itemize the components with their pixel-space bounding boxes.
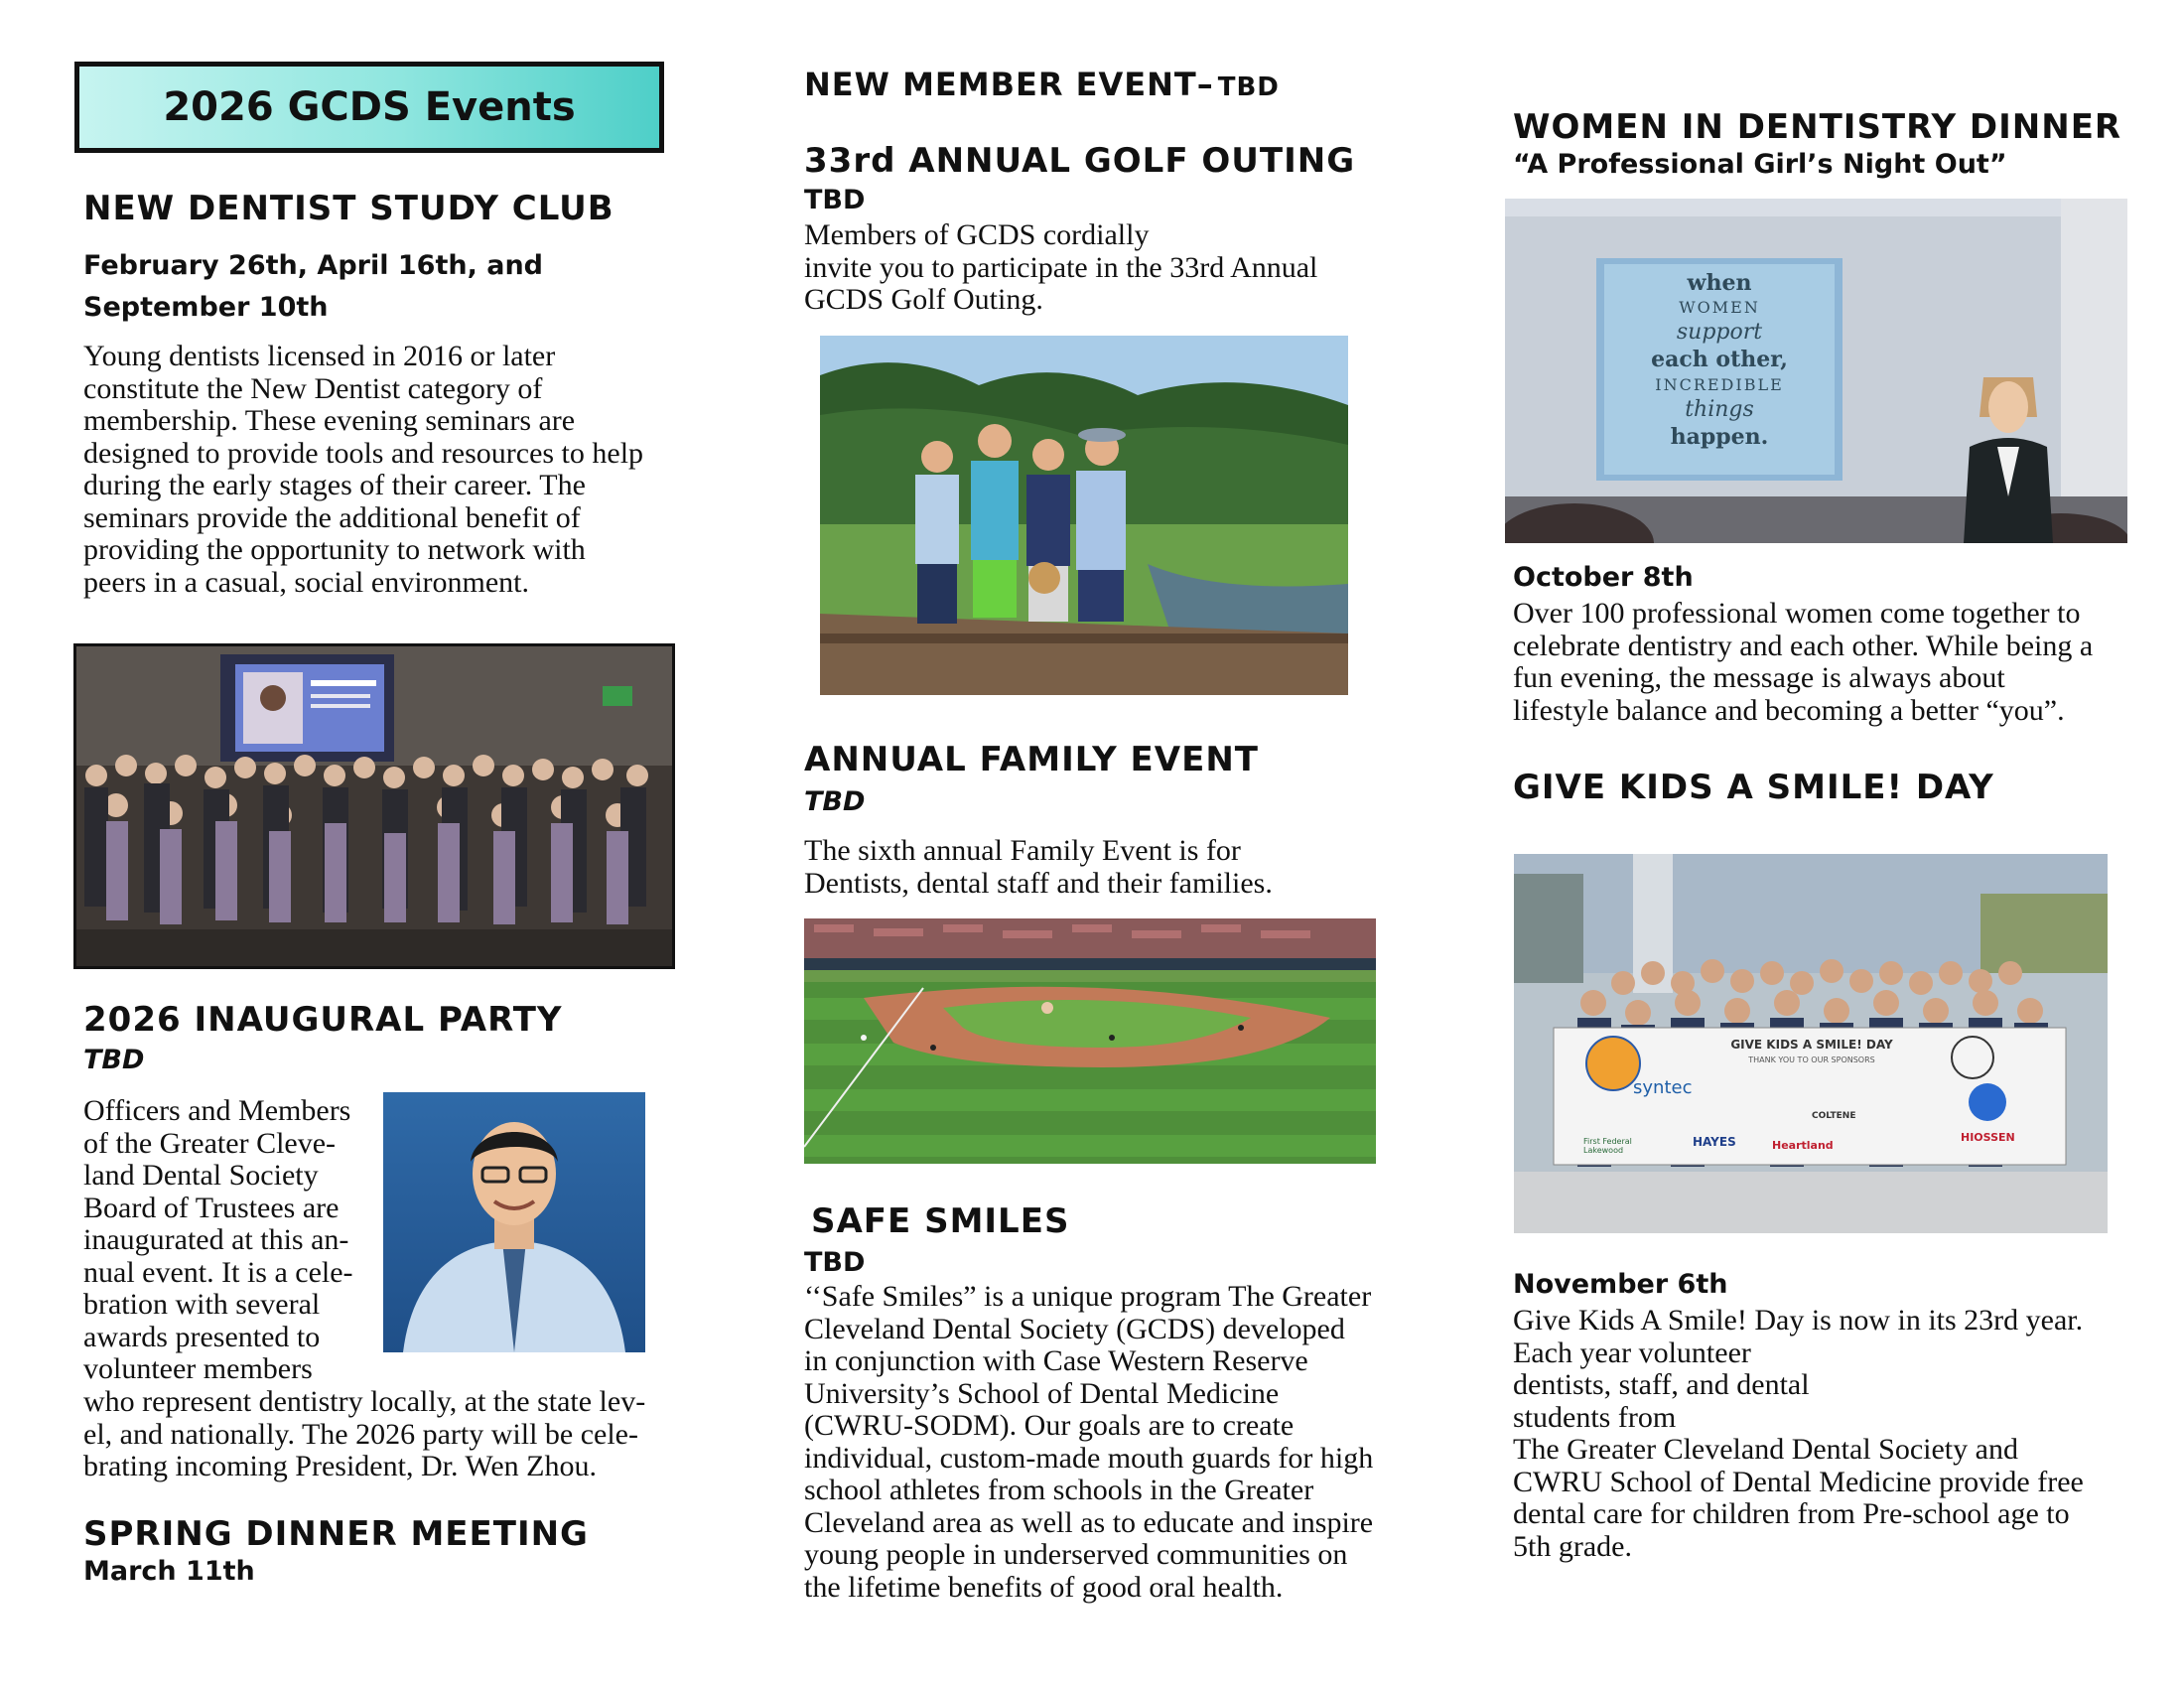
body-line: nual event. It is a cele- xyxy=(83,1255,353,1289)
sponsor-logo: HIOSSEN xyxy=(1961,1131,2015,1144)
body-line: young people in underserved communities on xyxy=(804,1538,1348,1571)
body-line: GCDS Golf Outing. xyxy=(804,283,1043,316)
body-line: University’s School of Dental Medicine xyxy=(804,1376,1280,1410)
new-member-heading: NEW MEMBER EVENT– xyxy=(804,66,1214,103)
slide-line: each other, xyxy=(1651,347,1788,372)
safe-smiles-heading: SAFE SMILES xyxy=(811,1201,1070,1241)
sponsor-logo-icon xyxy=(1969,1083,2006,1121)
body-line: volunteer members xyxy=(83,1352,313,1385)
women-dinner-heading: WOMEN IN DENTISTRY DINNER xyxy=(1513,107,2122,147)
gkas-banner xyxy=(1554,1028,2066,1165)
family-event-stadium-photo xyxy=(804,918,1376,1164)
safe-smiles-body xyxy=(804,1281,1420,1604)
new-dentist-dates-line2: September 10th xyxy=(83,292,329,323)
body-line: Over 100 professional women come together to xyxy=(1513,597,2081,630)
slide-line: when xyxy=(1687,270,1752,296)
body-line: brating incoming President, Dr. Wen Zhou. xyxy=(83,1450,597,1482)
page-title-box xyxy=(74,62,664,153)
inaugural-body-wide xyxy=(83,1386,699,1483)
president-portrait xyxy=(383,1092,645,1352)
golf-heading: 33rd ANNUAL GOLF OUTING xyxy=(804,141,1356,181)
gkas-banner-subtitle: THANK YOU TO OUR SPONSORS xyxy=(1748,1055,1875,1064)
body-line: awards presented to xyxy=(83,1320,321,1353)
sponsor-logo: First Federal Lakewood xyxy=(1583,1137,1632,1155)
family-heading: ANNUAL FAMILY EVENT xyxy=(804,740,1259,779)
body-line: constitute the New Dentist category of xyxy=(83,371,543,405)
body-line: ‘‘Safe Smiles” is a unique program The Greater xyxy=(804,1280,1372,1313)
body-line: CWRU School of Dental Medicine provide free xyxy=(1513,1465,2084,1498)
page-title: 2026 GCDS Events xyxy=(163,84,576,130)
body-line: individual, custom-made mouth guards for high xyxy=(804,1441,1374,1475)
women-dinner-body xyxy=(1513,598,2128,727)
body-line: the lifetime benefits of good oral health. xyxy=(804,1570,1284,1604)
society-seal-icon xyxy=(1951,1036,1994,1079)
body-line: Board of Trustees are xyxy=(83,1191,340,1224)
slide-line: INCREDIBLE xyxy=(1655,375,1784,394)
women-dinner-subtitle: “A Professional Girl’s Night Out” xyxy=(1513,149,2007,180)
body-line: school athletes from schools in the Greater xyxy=(804,1474,1314,1506)
body-line: Officers and Members xyxy=(83,1094,351,1127)
new-member-tbd: TBD xyxy=(1217,72,1280,102)
body-line: in conjunction with Case Western Reserve xyxy=(804,1344,1308,1377)
body-line: inaugurated at this an- xyxy=(83,1223,349,1256)
body-line: students from xyxy=(1513,1400,1677,1434)
safe-smiles-tbd: TBD xyxy=(804,1247,866,1278)
slide-line: things xyxy=(1685,397,1754,422)
gkas-heading: GIVE KIDS A SMILE! DAY xyxy=(1513,768,1994,807)
spring-dinner-date: March 11th xyxy=(83,1556,255,1587)
women-dinner-date: October 8th xyxy=(1513,562,1694,593)
body-line: Young dentists licensed in 2016 or later xyxy=(83,340,556,372)
body-line: invite you to participate in the 33rd Annual xyxy=(804,250,1318,284)
body-line: Dentists, dental staff and their families. xyxy=(804,866,1273,900)
new-dentist-dates-line1: February 26th, April 16th, and xyxy=(83,250,543,281)
slide-line: WOMEN xyxy=(1679,298,1760,317)
body-line: celebrate dentistry and each other. While being a xyxy=(1513,629,2094,662)
sponsor-logo: HAYES xyxy=(1693,1135,1736,1149)
body-line: Give Kids A Smile! Day is now in its 23rd year. xyxy=(1513,1304,2084,1336)
sponsor-logo: syntec xyxy=(1633,1077,1693,1098)
body-line: land Dental Society xyxy=(83,1159,319,1192)
body-line: (CWRU-SODM). Our goals are to create xyxy=(804,1409,1295,1442)
body-line: seminars provide the additional benefit of xyxy=(83,500,581,534)
body-line: who represent dentistry locally, at the state lev- xyxy=(83,1385,646,1418)
spring-dinner-heading: SPRING DINNER MEETING xyxy=(83,1514,589,1554)
body-line: el, and nationally. The 2026 party will be cele- xyxy=(83,1417,638,1451)
body-line: Members of GCDS cordially xyxy=(804,218,1150,251)
body-line: membership. These evening seminars are xyxy=(83,404,576,437)
inaugural-heading: 2026 INAUGURAL PARTY xyxy=(83,1000,563,1040)
body-line: bration with several xyxy=(83,1288,321,1321)
slide-line: happen. xyxy=(1670,424,1769,450)
body-line: lifestyle balance and becoming a better “you”. xyxy=(1513,693,2065,727)
inaugural-body-narrow xyxy=(83,1095,381,1386)
family-body xyxy=(804,835,1400,900)
family-tbd: TBD xyxy=(804,786,866,817)
body-line: The sixth annual Family Event is for xyxy=(804,834,1241,867)
golf-tbd: TBD xyxy=(804,185,866,215)
body-line: Cleveland area as well as to educate and inspire xyxy=(804,1505,1374,1539)
new-dentist-group-photo xyxy=(73,643,675,969)
body-line: during the early stages of their career. The xyxy=(83,469,586,501)
golf-body xyxy=(804,219,1400,317)
body-line: fun evening, the message is always about xyxy=(1513,661,2005,694)
gkas-banner-title: GIVE KIDS A SMILE! DAY xyxy=(1730,1038,1893,1052)
women-slide-text xyxy=(1604,270,1835,451)
gkas-body xyxy=(1513,1305,2128,1563)
body-line: designed to provide tools and resources to help xyxy=(83,436,644,470)
body-line: dentists, staff, and dental xyxy=(1513,1368,1810,1401)
new-dentist-heading: NEW DENTIST STUDY CLUB xyxy=(83,189,614,228)
slide-line: support xyxy=(1676,320,1763,345)
sponsor-logo: COLTENE xyxy=(1812,1111,1856,1121)
gkas-date: November 6th xyxy=(1513,1269,1728,1300)
new-dentist-body xyxy=(83,341,679,599)
body-line: of the Greater Cleve- xyxy=(83,1126,337,1160)
new-member-heading-row xyxy=(804,66,1280,103)
body-line: dental care for children from Pre-school age to xyxy=(1513,1497,2070,1530)
body-line: providing the opportunity to network with xyxy=(83,533,586,566)
body-line: 5th grade. xyxy=(1513,1529,1632,1563)
inaugural-tbd: TBD xyxy=(83,1045,145,1075)
body-line: peers in a casual, social environment. xyxy=(83,565,530,599)
body-line: The Greater Cleveland Dental Society and xyxy=(1513,1433,2018,1466)
golf-outing-photo xyxy=(820,336,1348,695)
speaker-figure xyxy=(1954,377,2063,543)
sponsor-logo: Heartland xyxy=(1772,1139,1834,1152)
body-line: Each year volunteer xyxy=(1513,1336,1751,1369)
body-line: Cleveland Dental Society (GCDS) developed xyxy=(804,1312,1345,1345)
